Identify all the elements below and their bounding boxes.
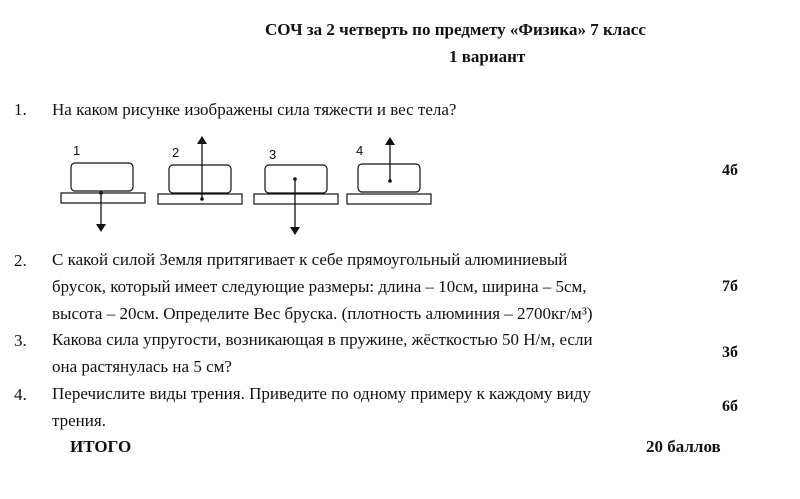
figure-1: [61, 143, 145, 228]
page-title: СОЧ за 2 четверть по предмету «Физика» 7 класс: [265, 20, 646, 39]
figure-1-support: [61, 193, 145, 203]
figure-4-label: 4: [356, 143, 364, 158]
figure-3-support: [254, 194, 338, 204]
figure-4: [347, 141, 431, 204]
figure-2-support: [158, 194, 242, 204]
question-3-line-2: она растянулась на 5 см?: [52, 357, 232, 376]
question-4-points: 6б: [722, 398, 738, 415]
variant-label: 1 вариант: [449, 47, 526, 66]
question-3-line-1: Какова сила упругости, возникающая в пружине, жёсткостью 50 Н/м, если: [52, 330, 593, 349]
question-3-number: 3.: [14, 331, 27, 350]
question-4-line-1: Перечислите виды трения. Приведите по одному примеру к каждому виду: [52, 384, 591, 403]
question-2-number: 2.: [14, 251, 27, 270]
figure-2-label: 2: [172, 145, 180, 160]
question-2-line-1: С какой силой Земля притягивает к себе прямоугольный алюминиевый: [52, 250, 568, 269]
figure-2: [158, 140, 242, 204]
question-1-text: На каком рисунке изображены сила тяжести и вес тела?: [52, 100, 457, 119]
figure-4-block: [358, 164, 420, 192]
total-label: ИТОГО: [70, 437, 132, 456]
total-value: 20 баллов: [646, 437, 721, 456]
question-4-number: 4.: [14, 385, 27, 404]
force-figures: [55, 135, 440, 235]
question-2-points: 7б: [722, 278, 738, 295]
question-3-points: 3б: [722, 344, 738, 361]
figure-4-support: [347, 194, 431, 204]
question-1-points: 4б: [722, 162, 738, 179]
figure-1-label: 1: [73, 143, 81, 158]
question-1-number: 1.: [14, 100, 27, 119]
question-2-line-2: брусок, который имеет следующие размеры: длина – 10см, ширина – 5см,: [52, 277, 587, 296]
question-2-line-3: высота – 20см. Определите Вес бруска. (плотность алюминия – 2700кг/м³): [52, 304, 593, 323]
question-4-line-2: трения.: [52, 411, 106, 430]
figure-3: [254, 147, 338, 231]
figure-3-label: 3: [269, 147, 277, 162]
figure-1-block: [71, 163, 133, 191]
figure-2-block: [169, 165, 231, 193]
